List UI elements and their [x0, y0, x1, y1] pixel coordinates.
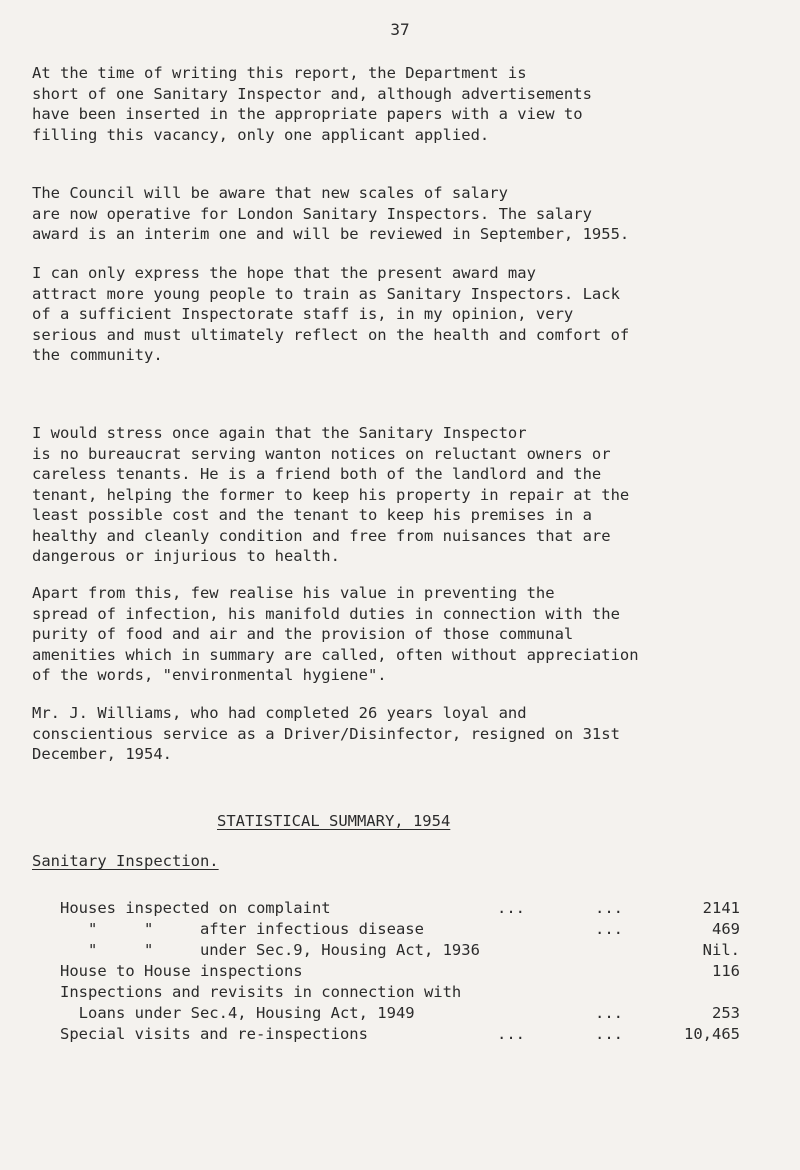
row-value: 116: [712, 962, 740, 980]
row-label: House to House inspections: [60, 962, 303, 980]
row-value: Nil.: [702, 941, 740, 959]
row-value: 2141: [702, 899, 740, 917]
row-value: 253: [712, 1004, 740, 1022]
leader-dots: ...: [497, 1025, 525, 1043]
row-label: Inspections and revisits in connection with: [60, 983, 462, 1001]
paragraph-award-hope: I can only express the hope that the present award may attract more young people to train as Sanitary Inspectors. Lack of a sufficient Inspectorate staff is, in my opinion, very serious and must ultimately reflect on the health and comfort of the community.: [32, 264, 630, 364]
leader-dots: ...: [595, 1004, 623, 1022]
statistics-table: [60, 898, 740, 1045]
row-label: " " under Sec.9, Housing Act, 1936: [60, 941, 480, 959]
statistical-summary-heading: STATISTICAL SUMMARY, 1954: [217, 812, 451, 830]
leader-dots: ...: [595, 899, 623, 917]
paragraph-infection-prevention: Apart from this, few realise his value in preventing the spread of infection, his manifold duties in connection with the purity of food and air and the provision of those communal amenities which in summary are called, often without appreciation of the words, "environmental hygiene".: [32, 584, 639, 684]
row-value: 10,465: [684, 1025, 740, 1043]
row-label: " " after infectious disease: [60, 920, 424, 938]
leader-dots: ...: [595, 1025, 623, 1043]
row-label: Houses inspected on complaint: [60, 899, 331, 917]
table-row: [60, 1003, 740, 1024]
table-row: [60, 940, 740, 961]
page-number: 37: [390, 20, 410, 39]
row-label: Special visits and re-inspections: [60, 1025, 368, 1043]
table-row: [60, 961, 740, 982]
sanitary-inspection-heading: Sanitary Inspection.: [32, 852, 219, 870]
paragraph-staff-shortage: At the time of writing this report, the Department is short of one Sanitary Inspector and, although advertisements have been inserted in the appropriate papers with a view to filling this vacancy, only one applicant applied.: [32, 64, 592, 144]
table-row: [60, 1024, 740, 1045]
table-row: [60, 982, 740, 1003]
paragraph-inspector-role: I would stress once again that the Sanitary Inspector is no bureaucrat serving wanton notices on reluctant owners or careless tenants. He is a friend both of the landlord and the tenant, helping the former to keep his property in repair at the least possible cost and the tenant to keep his premises in a healthy and cleanly condition and free from nuisances that are dangerous or injurious to health.: [32, 424, 630, 565]
table-row: [60, 919, 740, 940]
paragraph-resignation: Mr. J. Williams, who had completed 26 years loyal and conscientious service as a Driver/Disinfector, resigned on 31st December, 1954.: [32, 704, 620, 763]
row-label: Loans under Sec.4, Housing Act, 1949: [60, 1004, 415, 1022]
leader-dots: ...: [497, 899, 525, 917]
row-value: 469: [712, 920, 740, 938]
paragraph-salary-scales: The Council will be aware that new scales of salary are now operative for London Sanitary Inspectors. The salary award is an interim one and will be reviewed in September, 1955.: [32, 184, 630, 243]
leader-dots: ...: [595, 920, 623, 938]
table-row: [60, 898, 740, 919]
